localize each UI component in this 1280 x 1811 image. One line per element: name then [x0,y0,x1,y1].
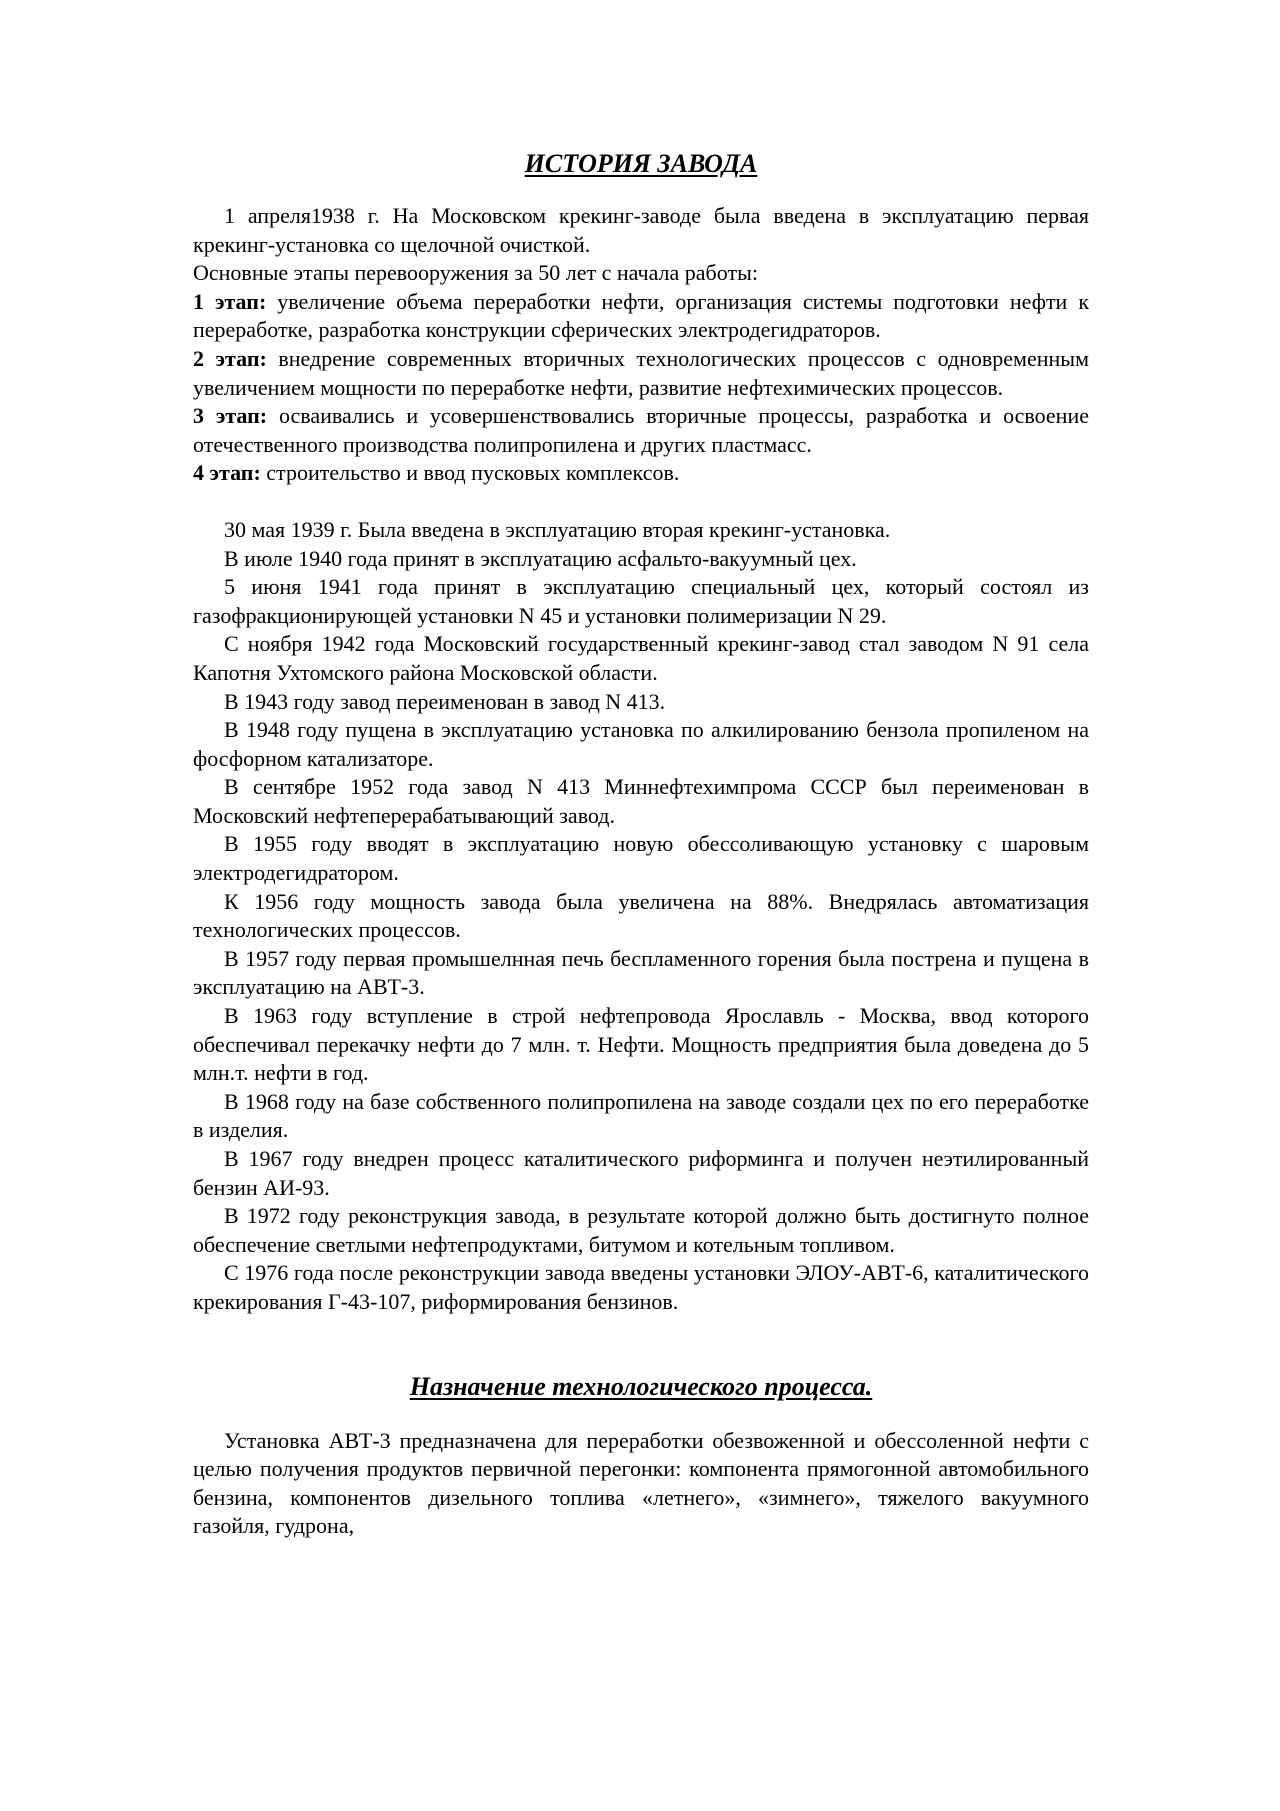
history-title: ИСТОРИЯ ЗАВОДА [524,149,758,178]
event-paragraph: В 1967 году внедрен процесс каталитического риформинга и получен неэтилированный бензин АИ-93. [193,1146,1089,1200]
stage-text: внедрение современных вторичных технологических процессов с одновременным увеличением мощности по переработке нефти, развитие нефтехимических процессов. [193,345,1089,400]
event-paragraph: В июле 1940 года принят в эксплуатацию асфальто-вакуумный цех. [224,545,857,571]
event-paragraph: В 1955 году вводят в эксплуатацию новую обессоливающую установку с шаровым электродегидратором. [193,831,1089,886]
event-paragraph: В сентябре 1952 года завод N 413 Миннефтехимпрома СССР был переименован в Московский нефтеперерабатывающий завод. [193,774,1089,828]
purpose-paragraph: Установка АВТ-3 предназначена для переработки обезвоженной и обессоленной нефти с целью получения продуктов первичной перегонки: компонента прямогонной автомобильного бензина, компонентов дизельного топлива «летнего», «зимнего», тяжелого вакуумного газойля, гудрона, [193,1427,1089,1539]
stage-item [193,288,1089,345]
stage-text: осваивались и усовершенствовались вторичные процессы, разработка и освоение отечественного производства полипропилена и других пластмасс. [193,403,1089,457]
purpose-title: Назначение технологического процесса. [409,1371,873,1401]
intro-paragraph: 1 апреля1938 г. На Московском крекинг-заводе была введена в эксплуатацию первая крекинг-установка со щелочной очисткой. [193,203,1089,257]
event-paragraph: В 1957 году первая промышелнная печь беспламенного горения была пострена и пущена в эксплуатацию на АВТ-3. [193,945,1089,1000]
paragraph-spacer [193,488,1089,516]
stage-item [193,459,1089,488]
event-paragraph: В 1968 году на базе собственного полипропилена на заводе создали цех по его переработке в изделия. [193,1088,1089,1143]
stage-text: увеличение объема переработки нефти, организация системы подготовки нефти к переработке, разработка конструкции сферических электродегидраторов. [193,288,1090,343]
stage-label: 4 этап: [193,460,261,486]
event-paragraph: 30 мая 1939 г. Была введена в эксплуатацию вторая крекинг-установка. [224,516,891,542]
document-page [193,148,1089,1541]
event-paragraph: В 1963 году вступление в строй нефтепровода Ярославль - Москва, ввод которого обеспечивал перекачку нефти до 7 млн. т. Нефти. Мощность предприятия была доведена до 5 млн.т. нефти в год. [193,1003,1089,1086]
stage-item [193,345,1089,402]
event-paragraph: С 1976 года после реконструкции завода введены установки ЭЛОУ-АВТ-6, каталитического крекирования Г-43-107, риформирования бензинов. [193,1260,1089,1314]
stage-text: строительство и ввод пусковых комплексов. [260,460,680,486]
event-paragraph: К 1956 году мощность завода была увеличена на 88%. Внедрялась автоматизация технологических процессов. [193,888,1089,943]
stage-label: 2 этап: [193,345,267,371]
stages-heading: Основные этапы перевооружения за 50 лет с начала работы: [193,260,758,286]
event-paragraph: 5 июня 1941 года принят в эксплуатацию специальный цех, который состоял из газофракционирующей установки N 45 и установки полимеризации N 29. [193,574,1089,628]
event-paragraph: С ноября 1942 года Московский государственный крекинг-завод стал заводом N 91 села Капотня Ухтомского района Московской области. [193,631,1089,685]
event-paragraph: В 1948 году пущена в эксплуатацию установка по алкилированию бензола пропиленом на фосфорном катализаторе. [193,717,1089,771]
event-paragraph: В 1943 году завод переименован в завод N 413. [224,688,666,714]
event-paragraph: В 1972 году реконструкция завода, в результате которой должно быть достигнуто полное обеспечение светлыми нефтепродуктами, битумом и котельным топливом. [193,1203,1089,1257]
stage-item [193,402,1089,459]
stage-label: 1 этап: [193,288,267,314]
stage-label: 3 этап: [193,403,268,429]
